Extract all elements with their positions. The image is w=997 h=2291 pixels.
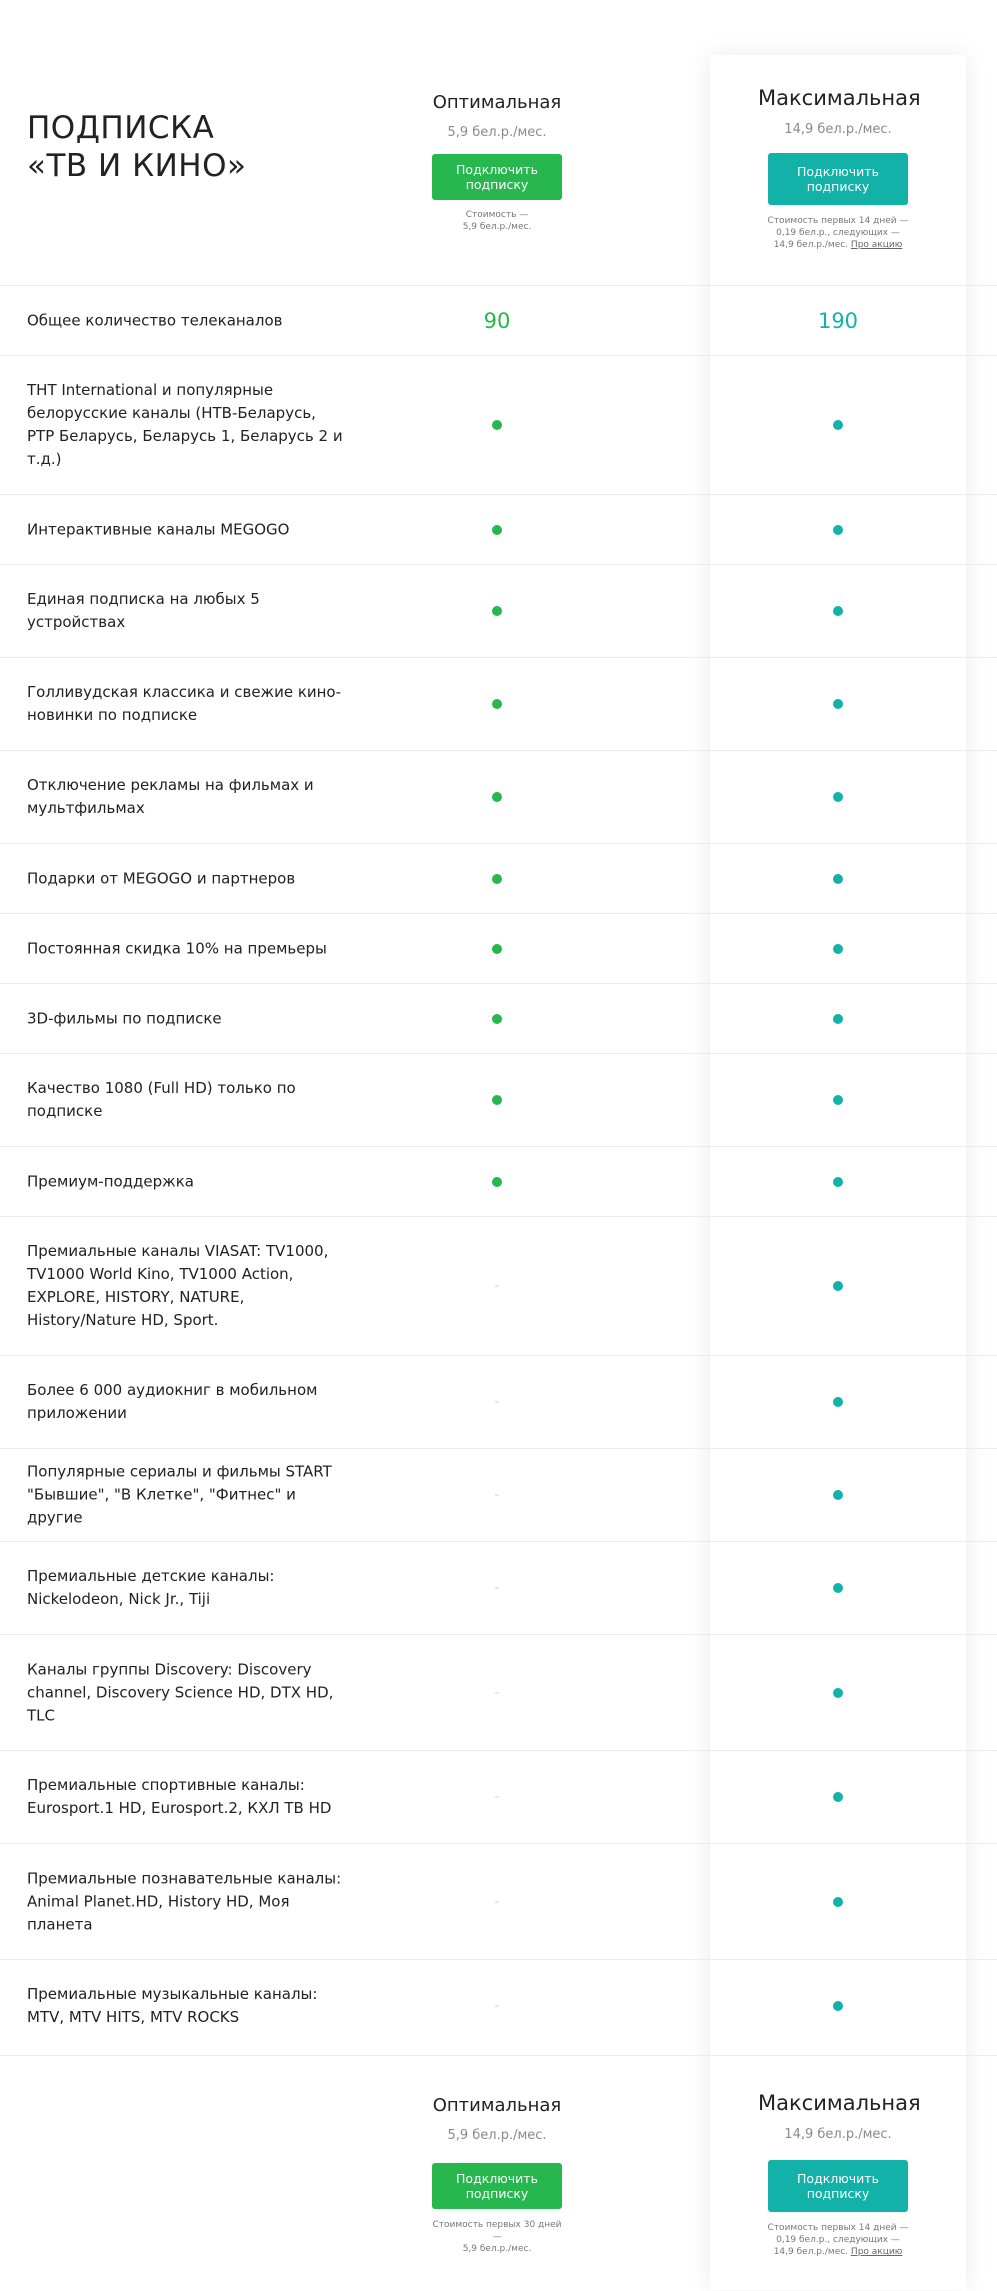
maximum-channel-count: 190 <box>817 308 859 333</box>
feature-row <box>0 355 997 494</box>
maximum-price-note: Стоимость первых 14 дней — 0,19 бел.р., следующих — 14,9 бел.р./мес. Про акцию <box>767 216 909 250</box>
included-dot-icon <box>492 792 502 802</box>
footer-maximum-plan-price: 14,9 бел.р./мес. <box>784 2127 892 2142</box>
maximum-plan-header <box>758 86 921 251</box>
feature-row <box>0 1146 997 1216</box>
optimal-included-cell <box>492 420 502 430</box>
included-dot-icon <box>492 525 502 535</box>
not-included-dash-icon <box>495 1901 499 1902</box>
included-dot-icon <box>833 1281 843 1291</box>
included-dot-icon <box>833 1095 843 1105</box>
feature-row <box>0 1959 997 2052</box>
feature-row <box>0 983 997 1053</box>
optimal-not-included-cell <box>495 1797 499 1798</box>
maximum-included-cell <box>833 1397 843 1407</box>
maximum-included-cell <box>833 1583 843 1593</box>
feature-label: 3D-фильмы по подписке <box>27 1009 222 1027</box>
optimal-included-cell <box>492 1014 502 1024</box>
optimal-not-included-cell <box>495 1495 499 1496</box>
included-dot-icon <box>492 420 502 430</box>
footer-optimal-plan-price: 5,9 бел.р./мес. <box>447 2128 547 2143</box>
optimal-plan-header <box>432 92 562 233</box>
not-included-dash-icon <box>495 1495 499 1496</box>
maximum-plan-price: 14,9 бел.р./мес. <box>784 122 892 137</box>
footer-optimal-plan-name: Оптимальная <box>432 2095 562 2116</box>
optimal-not-included-cell <box>495 2006 499 2007</box>
included-dot-icon <box>833 1490 843 1500</box>
feature-label: Премиальные каналы VIASAT: TV1000, TV1000 World Kino, TV1000 Action, EXPLORE, HISTORY, NATURE, History/Nature HD, Sport. <box>27 1242 329 1329</box>
optimal-not-included-cell <box>495 1286 499 1287</box>
included-dot-icon <box>833 1897 843 1907</box>
maximum-included-cell <box>833 944 843 954</box>
included-dot-icon <box>833 792 843 802</box>
optimal-not-included-cell <box>495 1901 499 1902</box>
optimal-included-cell <box>492 874 502 884</box>
maximum-included-cell <box>833 1177 843 1187</box>
maximum-included-cell <box>833 1490 843 1500</box>
included-dot-icon <box>833 1397 843 1407</box>
not-included-dash-icon <box>495 2006 499 2007</box>
feature-label: Подарки от MEGOGO и партнеров <box>27 869 296 887</box>
feature-label: ТНТ International и популярные белорусские каналы (НТВ-Беларусь, РТР Беларусь, Беларусь 1, Беларусь 2 и т.д.) <box>27 381 343 468</box>
optimal-included-cell <box>492 606 502 616</box>
feature-label: Качество 1080 (Full HD) только по подписке <box>27 1079 296 1120</box>
maximum-included-cell <box>833 606 843 616</box>
maximum-included-cell <box>833 1095 843 1105</box>
feature-row <box>0 1750 997 1843</box>
feature-row <box>0 843 997 913</box>
included-dot-icon <box>833 420 843 430</box>
feature-label: Единая подписка на любых 5 устройствах <box>27 590 260 631</box>
feature-row <box>0 913 997 983</box>
not-included-dash-icon <box>495 1692 499 1693</box>
feature-row <box>0 1634 997 1750</box>
included-dot-icon <box>492 874 502 884</box>
optimal-not-included-cell <box>495 1402 499 1403</box>
included-dot-icon <box>833 699 843 709</box>
included-dot-icon <box>492 1177 502 1187</box>
feature-label: Популярные сериалы и фильмы START "Бывшие", "В Клетке", "Фитнес" и другие <box>27 1462 332 1527</box>
feature-label: Премиальные детские каналы: Nickelodeon, Nick Jr., Tiji <box>27 1567 275 1608</box>
feature-label: Премиальные спортивные каналы: Eurosport.1 HD, Eurosport.2, КХЛ ТВ HD <box>27 1776 332 1817</box>
maximum-included-cell <box>833 2001 843 2011</box>
maximum-included-cell <box>833 420 843 430</box>
included-dot-icon <box>833 606 843 616</box>
not-included-dash-icon <box>495 1588 499 1589</box>
plans-footer <box>0 2055 997 2291</box>
optimal-included-cell <box>492 525 502 535</box>
feature-row <box>0 564 997 657</box>
feature-row <box>0 1448 997 1541</box>
maximum-included-cell <box>833 1281 843 1291</box>
optimal-subscribe-button[interactable]: Подключить подписку <box>432 154 562 200</box>
feature-label: Каналы группы Discovery: Discovery channel, Discovery Science HD, DTX HD, TLC <box>27 1660 334 1724</box>
feature-row <box>0 750 997 843</box>
optimal-price-note: Стоимость — 5,9 бел.р./мес. <box>462 210 532 232</box>
page-title: ПОДПИСКА «ТВ И КИНО» <box>27 109 247 184</box>
not-included-dash-icon <box>495 1286 499 1287</box>
feature-label: Голливудская классика и свежие кино-новинки по подписке <box>27 683 342 724</box>
footer-maximum-subscribe-button[interactable]: Подключить подписку <box>768 2160 908 2212</box>
feature-row <box>0 1355 997 1448</box>
not-included-dash-icon <box>495 1797 499 1798</box>
included-dot-icon <box>492 699 502 709</box>
optimal-included-cell <box>492 699 502 709</box>
footer-promo-link[interactable]: Про акцию <box>850 2247 903 2257</box>
features-table <box>0 285 997 2052</box>
feature-label: Отключение рекламы на фильмах и мультфильмах <box>27 776 314 817</box>
feature-label: Интерактивные каналы MEGOGO <box>27 520 290 538</box>
optimal-not-included-cell <box>495 1692 499 1693</box>
feature-label: Постоянная скидка 10% на премьеры <box>27 939 327 957</box>
feature-label: Премиальные познавательные каналы: Animal Planet.HD, History HD, Моя планета <box>27 1869 342 1933</box>
maximum-included-cell <box>833 1688 843 1698</box>
included-dot-icon <box>833 944 843 954</box>
feature-label: Более 6 000 аудиокниг в мобильном приложении <box>27 1381 318 1422</box>
maximum-included-cell <box>833 699 843 709</box>
included-dot-icon <box>492 944 502 954</box>
plans-header <box>0 0 997 285</box>
maximum-included-cell <box>833 525 843 535</box>
included-dot-icon <box>833 1014 843 1024</box>
included-dot-icon <box>833 2001 843 2011</box>
included-dot-icon <box>492 1014 502 1024</box>
optimal-included-cell <box>492 1095 502 1105</box>
footer-optimal-plan <box>432 2095 562 2255</box>
feature-row <box>0 1216 997 1355</box>
optimal-plan-name: Оптимальная <box>432 92 562 113</box>
optimal-included-cell <box>492 1177 502 1187</box>
feature-label: Общее количество телеканалов <box>27 311 283 329</box>
included-dot-icon <box>492 1095 502 1105</box>
footer-optimal-price-note: Стоимость первых 30 дней — 5,9 бел.р./мес. <box>432 2220 562 2254</box>
maximum-included-cell <box>833 1792 843 1802</box>
maximum-included-cell <box>833 1014 843 1024</box>
feature-row <box>0 657 997 750</box>
maximum-included-cell <box>833 792 843 802</box>
not-included-dash-icon <box>495 1402 499 1403</box>
maximum-subscribe-button[interactable]: Подключить подписку <box>768 153 908 205</box>
maximum-included-cell <box>833 874 843 884</box>
included-dot-icon <box>833 874 843 884</box>
feature-row <box>0 1843 997 1959</box>
optimal-channel-count: 90 <box>483 308 511 333</box>
feature-row <box>0 285 997 355</box>
maximum-included-cell <box>833 1897 843 1907</box>
footer-maximum-price-note: Стоимость первых 14 дней — 0,19 бел.р., следующих — 14,9 бел.р./мес. Про акцию <box>767 2223 909 2257</box>
promo-link[interactable]: Про акцию <box>850 240 903 250</box>
included-dot-icon <box>833 525 843 535</box>
included-dot-icon <box>492 606 502 616</box>
included-dot-icon <box>833 1792 843 1802</box>
feature-row <box>0 494 997 564</box>
maximum-plan-name: Максимальная <box>758 86 921 110</box>
optimal-included-cell <box>492 792 502 802</box>
optimal-included-cell <box>492 944 502 954</box>
footer-maximum-plan-name: Максимальная <box>758 2091 921 2115</box>
included-dot-icon <box>833 1177 843 1187</box>
included-dot-icon <box>833 1688 843 1698</box>
feature-label: Премиальные музыкальные каналы: MTV, MTV HITS, MTV ROCKS <box>27 1985 318 2026</box>
footer-optimal-subscribe-button[interactable]: Подключить подписку <box>432 2163 562 2209</box>
feature-row <box>0 1053 997 1146</box>
optimal-plan-price: 5,9 бел.р./мес. <box>447 125 547 140</box>
feature-label: Премиум-поддержка <box>27 1172 194 1190</box>
optimal-not-included-cell <box>495 1588 499 1589</box>
feature-row <box>0 1541 997 1634</box>
included-dot-icon <box>833 1583 843 1593</box>
footer-maximum-plan <box>758 2091 921 2258</box>
